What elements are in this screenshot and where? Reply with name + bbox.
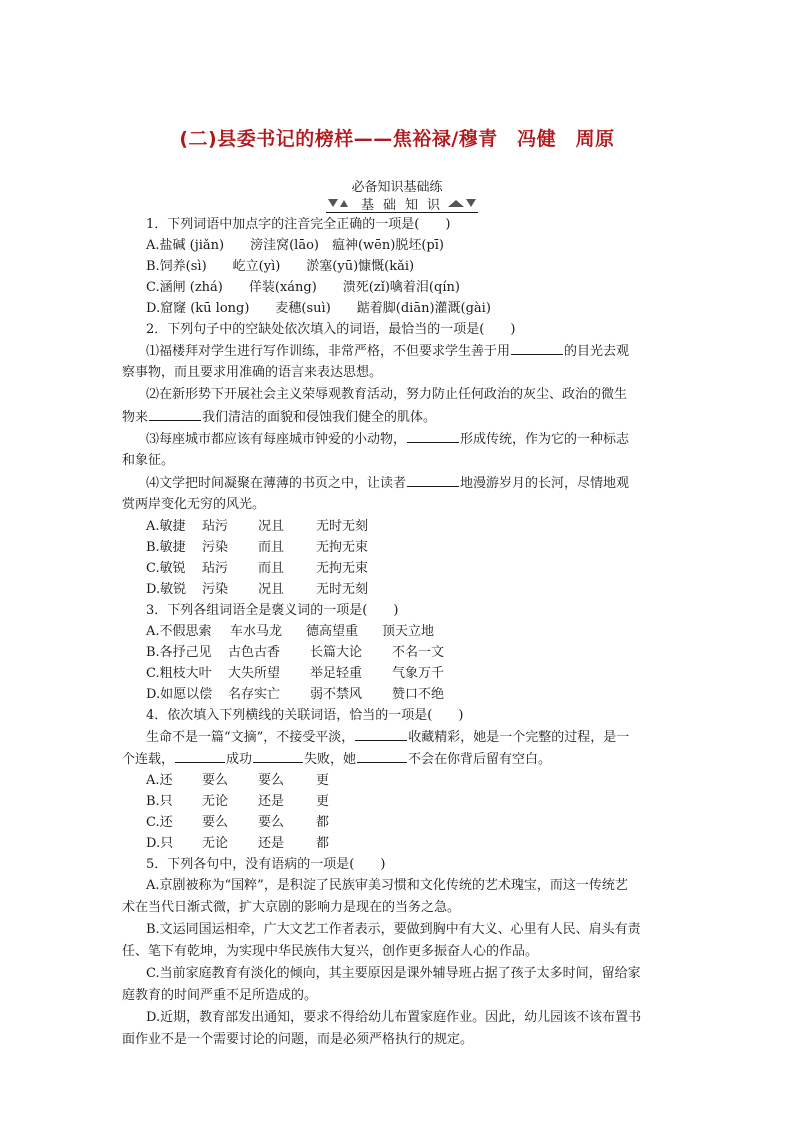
question-5-stem: 5．下列各句中，没有语病的一项是( ) <box>146 857 386 872</box>
question-3-option-b: B.各抒己见 古色古香 长篇大论 不名一文 <box>146 645 445 660</box>
question-4-option-a: A.还 要么 要么 更 <box>146 773 330 788</box>
question-4-passage-cont: 个连载， 成功 失败，她 不会在你背后留有空白。 <box>122 748 676 770</box>
answer-blank <box>357 748 407 763</box>
answer-blank <box>511 340 563 355</box>
question-3-option-c: C.粗枝大叶 大失所望 举足轻重 气象万千 <box>146 666 445 681</box>
question-5-option-b: B.文运同国运相牵，广大文艺工作者表示，要做到胸中有大义、心里有人民、肩头有责 <box>146 922 641 937</box>
answer-blank <box>407 428 459 443</box>
question-1-option-c: C.涵闸 (zhá) 佯装(xáng) 溃死(zǐ)噙着泪(qín) <box>146 280 460 295</box>
question-4-option-c: C.还 要么 要么 都 <box>146 815 330 830</box>
question-2-option-a: A.敏捷 玷污 况且 无时无刻 <box>146 519 369 534</box>
question-2-option-d: D.敏锐 污染 况且 无时无刻 <box>146 582 369 597</box>
question-1-stem: 1．下列词语中加点字的注音完全正确的一项是( ) <box>146 217 451 232</box>
question-3-stem: 3．下列各组词语全是褒义词的一项是( ) <box>146 603 399 618</box>
answer-blank <box>253 748 303 763</box>
question-4-stem: 4．依次填入下列横线的关联词语，恰当的一项是( ) <box>146 708 464 723</box>
question-4-option-b: B.只 无论 还是 更 <box>146 794 330 809</box>
section-heading: 必备知识基础练 <box>351 180 443 195</box>
question-5-option-a: A.京剧被称为“国粹”，是积淀了民族审美习惯和文化传统的艺术瑰宝，而这一传统艺 <box>146 878 628 893</box>
banner-label: 基础知识 <box>360 198 449 213</box>
question-2-sentence-3-cont: 和象征。 <box>122 453 175 468</box>
question-5-option-c-cont: 庭教育的时间严重不足所造成的。 <box>122 988 318 1003</box>
question-4-passage: 生命不是一篇“文摘”，不接受平淡， 收藏精彩，她是一个完整的过程，是一 <box>146 726 676 748</box>
answer-blank <box>175 748 225 763</box>
question-1-option-b: B.饲养(sì) 屹立(yì) 淤塞(yū)慷慨(kǎi) <box>146 259 415 274</box>
question-3-option-d: D.如愿以偿 名存实亡 弱不禁风 赞口不绝 <box>146 687 445 702</box>
question-5-option-a-cont: 术在当代日渐式微，扩大京剧的影响力是现在的当务之急。 <box>122 900 461 915</box>
section-banner <box>326 197 478 214</box>
question-5-option-c: C.当前家庭教育有淡化的倾向，其主要原因是课外辅导班占据了孩子太多时间，留给家 <box>146 966 641 981</box>
question-2-sentence-2-cont: 物来 我们清洁的面貌和侵蚀我们健全的肌体。 <box>122 406 676 428</box>
question-2-sentence-2: ⑵在新形势下开展社会主义荣辱观教育活动，努力防止任何政治的灰尘、政治的微生 <box>146 387 628 402</box>
question-4-option-d: D.只 无论 还是 都 <box>146 836 330 851</box>
question-1-option-d: D.窟窿 (kū long) 麦穗(suì) 踮着脚(diān)灌溉(gài) <box>146 301 491 316</box>
question-3-option-a: A.不假思索 车水马龙 德高望重 顶天立地 <box>146 624 435 639</box>
question-5-option-b-cont: 任、笔下有乾坤，为实现中华民族伟大复兴，创作更多振奋人心的作品。 <box>122 944 539 959</box>
question-2-sentence-1-cont: 察事物，而且要求用准确的语言来表达思想。 <box>122 365 383 380</box>
question-2-sentence-4-cont: 赏两岸变化无穷的风光。 <box>122 497 266 512</box>
question-2-stem: 2．下列句子中的空缺处依次填入的词语，最恰当的一项是( ) <box>146 322 516 337</box>
question-1-option-a: A.盐碱 (jiǎn) 滂洼窝(lāo) 瘟神(wēn)脱坯(pī) <box>146 238 444 253</box>
page-title: (二)县委书记的榜样——焦裕禄/穆青 冯健 周原 <box>179 128 615 150</box>
question-2-option-b: B.敏捷 污染 而且 无拘无束 <box>146 540 369 555</box>
answer-blank <box>407 472 459 487</box>
question-2-option-c: C.敏锐 玷污 而且 无拘无束 <box>146 561 369 576</box>
question-5-option-d: D.近期，教育部发出通知，要求不得给幼儿布置家庭作业。因此，幼儿园该不该布置书 <box>146 1010 642 1025</box>
question-2-sentence-1: ⑴福楼拜对学生进行写作训练，非常严格，不但要求学生善于用 的目光去观 <box>146 340 676 362</box>
answer-blank <box>149 406 201 421</box>
answer-blank <box>355 726 407 741</box>
question-5-option-d-cont: 面作业不是一个需要讨论的问题，而是必须严格执行的规定。 <box>122 1032 474 1047</box>
question-2-sentence-4: ⑷文学把时间凝聚在薄薄的书页之中，让读者 地漫游岁月的长河，尽情地观 <box>146 472 676 494</box>
exercise-body <box>122 214 676 1051</box>
question-2-sentence-3: ⑶每座城市都应该有每座城市钟爱的小动物， 形成传统，作为它的一种标志 <box>146 428 676 450</box>
